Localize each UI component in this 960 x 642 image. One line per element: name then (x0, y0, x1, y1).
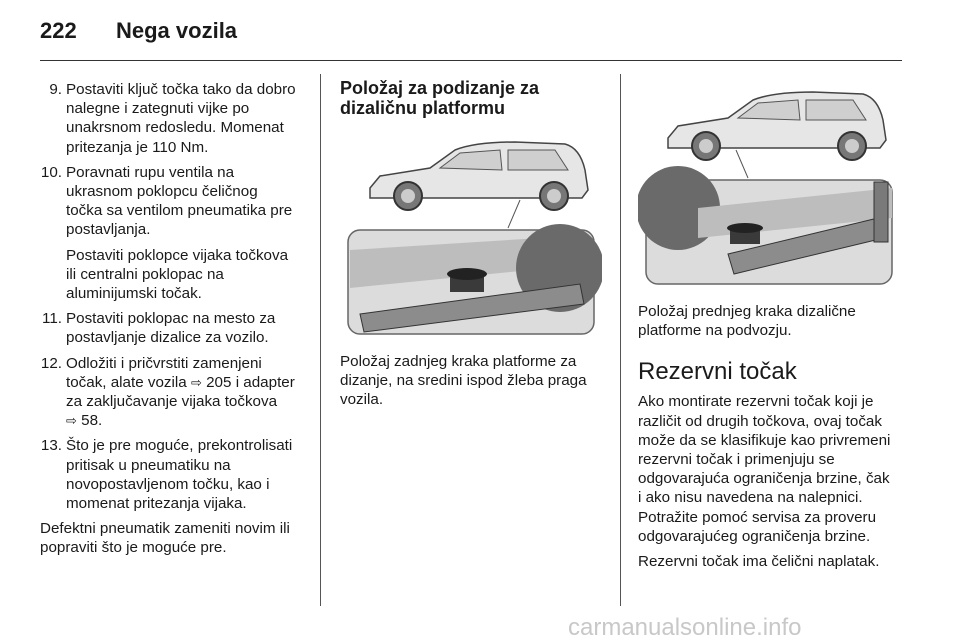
text-line: pritisak u pneumatiku na (66, 456, 231, 474)
list-number: 12. (40, 354, 62, 372)
text-line: Ako montirate rezervni točak koji je (638, 393, 874, 411)
text-line: Postaviti ključ točka tako da dobro (66, 81, 296, 98)
heading-line: dizaličnu platformu (340, 98, 506, 118)
text-line: odgovarajuća ograničenja brzine, čak (638, 470, 890, 488)
watermark: carmanualsonline.info (568, 614, 802, 641)
list-item-11 (40, 309, 310, 347)
section-heading (340, 78, 610, 118)
text-line (66, 373, 310, 392)
text-line: ili centralni poklopac na (66, 265, 224, 283)
lift-point-detail (638, 166, 892, 284)
text-line: novopostavljenom točku, kao i (66, 475, 270, 493)
header-rule (40, 60, 902, 61)
closing-paragraph (40, 519, 310, 557)
page-reference[interactable]: 205 (206, 373, 232, 391)
list-number: 13. (40, 437, 62, 455)
text-line: aluminijumski točak. (66, 285, 202, 303)
text-line: pritezanja je 110 Nm. (66, 138, 209, 156)
list-item-10 (40, 163, 310, 303)
text-line: postavljanja. (66, 221, 151, 239)
text-line: odgovarajućeg ograničenja brzine. (638, 527, 871, 545)
page-reference[interactable]: 58. (81, 412, 103, 430)
text-line: Potražite pomoć servisa za proveru (638, 508, 877, 526)
spare-wheel-paragraph (638, 392, 902, 546)
text-line: Postaviti poklopac na mesto za (66, 310, 276, 328)
column-divider-right (620, 74, 621, 606)
middle-caption (340, 352, 610, 410)
page-reference-arrow-icon: ⇨ (190, 374, 202, 390)
text-line: Što je pre moguće, prekontrolisati (66, 437, 293, 455)
text-line: rezervni točak i primenjuju se (638, 451, 835, 469)
right-column (638, 302, 902, 571)
text-fragment: točak, alate vozila (66, 373, 187, 391)
text-line: postavljanje dizalice za vozilo. (66, 329, 269, 347)
text-line: točka sa ventilom pneumatika pre (66, 202, 293, 220)
text-line (66, 411, 310, 430)
text-line: i ako nisu navedena na nalepnici. (638, 489, 863, 507)
column-divider-left (320, 74, 321, 606)
text-line: za zaključavanje vijaka točkova (66, 393, 278, 411)
text-fragment: i adapter (235, 373, 295, 391)
list-number: 9. (49, 81, 62, 98)
lift-point-detail (348, 224, 602, 334)
text-line: različit od drugih točkova, ovaj točak (638, 412, 882, 430)
text-line: momenat pritezanja vijaka. (66, 495, 247, 513)
text-line: vozila. (340, 391, 384, 409)
rear-lift-arm-illustration (340, 128, 602, 340)
text-line: Položaj zadnjeg kraka platforme za (340, 353, 577, 370)
list-item-9 (40, 80, 310, 157)
text-line: Poravnati rupu ventila na (66, 163, 235, 181)
list-number: 10. (40, 163, 62, 181)
text-line: ukrasnom poklopcu čeličnog (66, 183, 258, 201)
list-item-13 (40, 436, 310, 513)
list-item-12 (40, 354, 310, 431)
list-item-10-subparagraph (66, 246, 310, 304)
right-caption (638, 302, 902, 340)
text-line: Rezervni točak ima čelični naplatak. (638, 553, 880, 571)
text-line: platforme na podvozju. (638, 322, 792, 340)
text-line: popraviti što je moguće pre. (40, 539, 227, 557)
section-title: Rezervni točak (638, 358, 797, 386)
middle-column (340, 78, 610, 126)
text-line: Odložiti i pričvrstiti zamenjeni (66, 354, 262, 372)
heading-line: Položaj za podizanje za (340, 78, 540, 98)
page-number: 222 (40, 18, 77, 43)
text-line: unakrsnom redosledu. Momenat (66, 119, 284, 137)
list-number: 11. (42, 310, 62, 328)
left-column (40, 80, 310, 558)
text-line: Položaj prednjeg kraka dizalične (638, 303, 856, 320)
text-line: Defektni pneumatik zameniti novim ili (40, 520, 290, 538)
page-reference-arrow-icon: ⇨ (66, 413, 77, 429)
page-title: Nega vozila (116, 18, 238, 43)
text-line: može da se klasifikuje kao privremeni (638, 431, 891, 449)
front-lift-arm-illustration (638, 78, 900, 290)
text-line: Postaviti poklopce vijaka točkova (66, 246, 289, 264)
text-line: nalegne i zategnuti vijke po (66, 100, 250, 118)
text-line: dizanje, na sredini ispod žleba praga (340, 372, 587, 390)
